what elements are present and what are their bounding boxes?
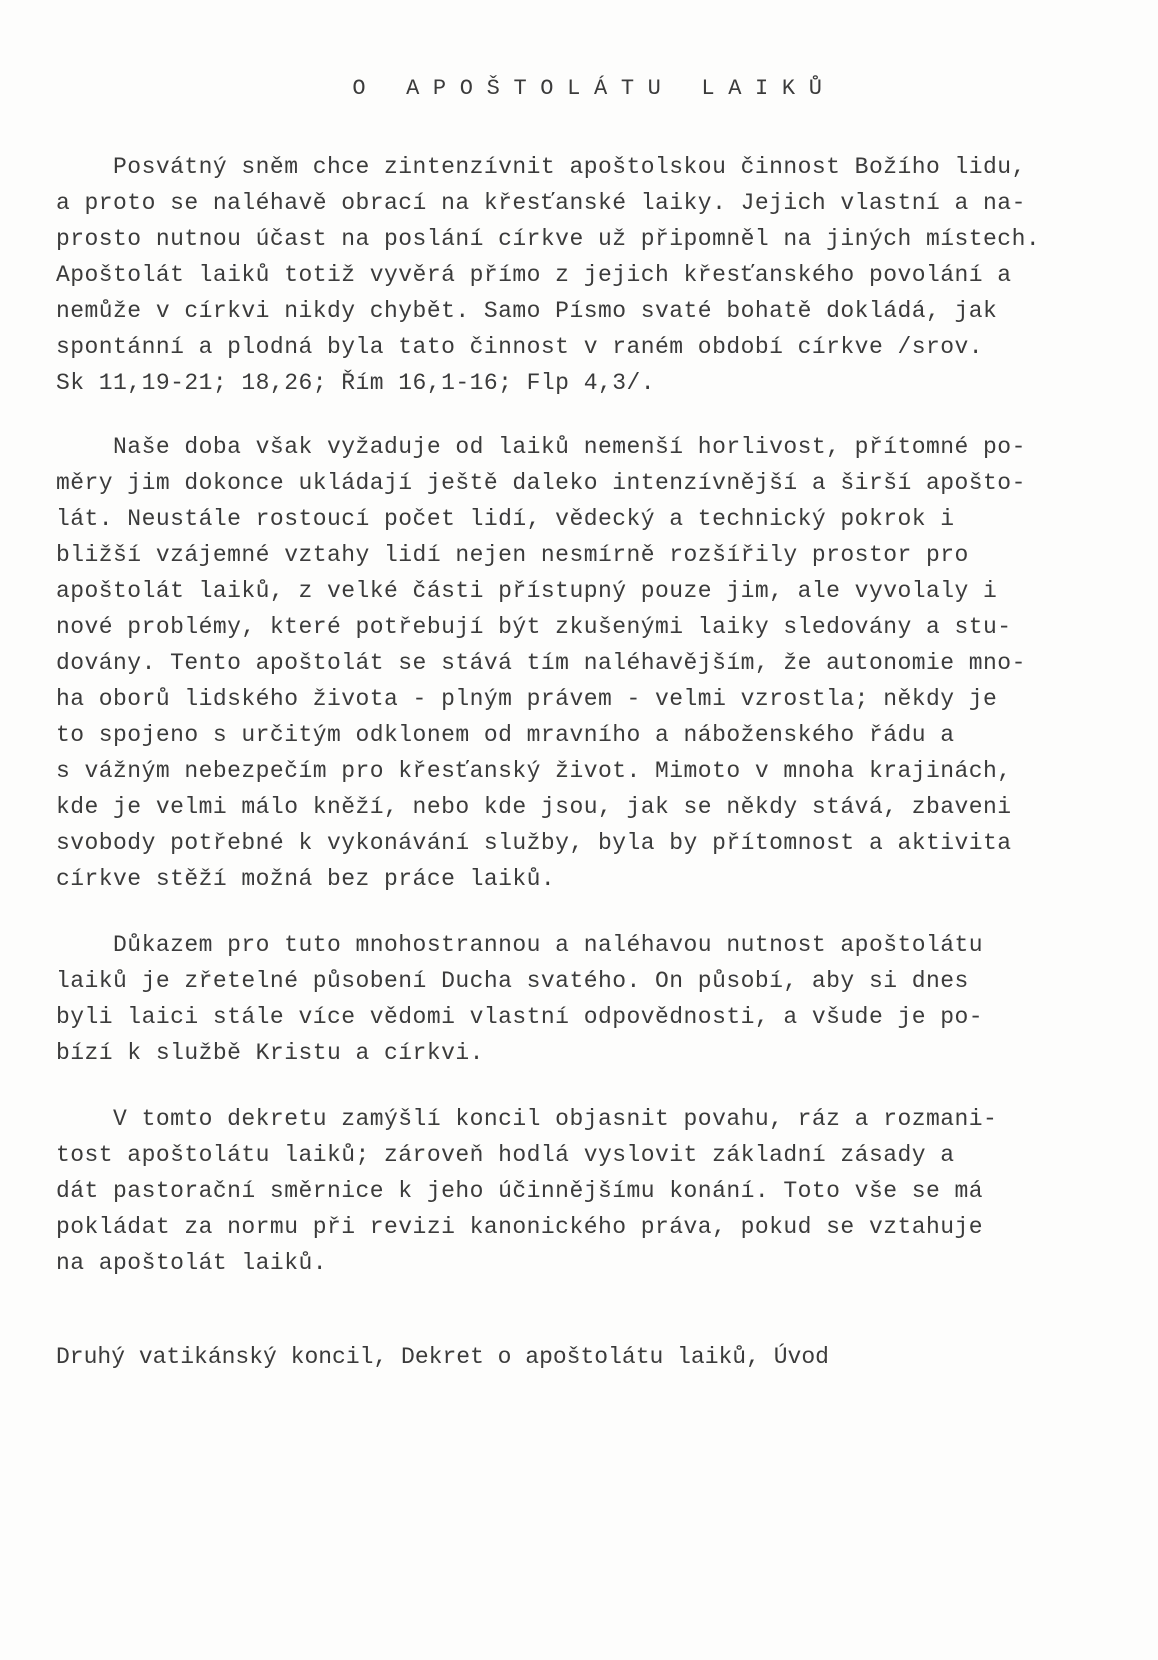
text-line: bližší vzájemné vztahy lidí nejen nesmírně rozšířily prostor pro <box>56 542 969 568</box>
source-citation: Druhý vatikánský koncil, Dekret o apoštolátu laiků, Úvod <box>56 1344 829 1370</box>
text-line: nemůže v církvi nikdy chybět. Samo Písmo svaté bohatě dokládá, jak <box>56 298 998 324</box>
text-line: dovány. Tento apoštolát se stává tím naléhavějším, že autonomie mno- <box>56 650 1026 676</box>
text-line: Sk 11,19-21; 18,26; Řím 16,1-16; Flp 4,3/. <box>56 370 656 396</box>
text-line: s vážným nebezpečím pro křesťanský život. Mimoto v mnoha krajinách, <box>56 758 1012 784</box>
text-line: Posvátný sněm chce zintenzívnit apoštolskou činnost Božího lidu, <box>56 154 1026 180</box>
text-line: Apoštolát laiků totiž vyvěrá přímo z jejich křesťanského povolání a <box>56 262 1012 288</box>
text-line: bízí k službě Kristu a církvi. <box>56 1040 484 1066</box>
text-line: apoštolát laiků, z velké části přístupný pouze jim, ale vyvolaly i <box>56 578 998 604</box>
text-line: nové problémy, které potřebují být zkušenými laiky sledovány a stu- <box>56 614 1012 640</box>
text-line: tost apoštolátu laiků; zároveň hodlá vyslovit základní zásady a <box>56 1142 955 1168</box>
text-line: spontánní a plodná byla tato činnost v raném období církve /srov. <box>56 334 984 360</box>
text-line: na apoštolát laiků. <box>56 1250 327 1276</box>
text-line: V tomto dekretu zamýšlí koncil objasnit povahu, ráz a rozmani- <box>56 1106 998 1132</box>
text-line: a proto se naléhavě obrací na křesťanské laiky. Jejich vlastní a na- <box>56 190 1026 216</box>
page-title: O APOŠTOLÁTU LAIKŮ <box>352 76 836 101</box>
text-line: Naše doba však vyžaduje od laiků nemenší horlivost, přítomné po- <box>56 434 1026 460</box>
text-line: laiků je zřetelné působení Ducha svatého. On působí, aby si dnes <box>56 968 969 994</box>
text-line: církve stěží možná bez práce laiků. <box>56 866 556 892</box>
text-line: pokládat za normu při revizi kanonického práva, pokud se vztahuje <box>56 1214 984 1240</box>
text-line: kde je velmi málo kněží, nebo kde jsou, jak se někdy stává, zbaveni <box>56 794 1012 820</box>
text-line: lát. Neustále rostoucí počet lidí, vědecký a technický pokrok i <box>56 506 955 532</box>
text-line: byli laici stále více vědomi vlastní odpovědnosti, a všude je po- <box>56 1004 984 1030</box>
text-line: prosto nutnou účast na poslání církve už připomněl na jiných místech. <box>56 226 1041 252</box>
text-line: svobody potřebné k vykonávání služby, byla by přítomnost a aktivita <box>56 830 1012 856</box>
text-line: ha oborů lidského života - plným právem - velmi vzrostla; někdy je <box>56 686 998 712</box>
text-line: Důkazem pro tuto mnohostrannou a naléhavou nutnost apoštolátu <box>56 932 984 958</box>
text-line: to spojeno s určitým odklonem od mravního a náboženského řádu a <box>56 722 955 748</box>
text-line: dát pastorační směrnice k jeho účinnějšímu konání. Toto vše se má <box>56 1178 984 1204</box>
text-line: měry jim dokonce ukládají ještě daleko intenzívnější a širší apošto- <box>56 470 1026 496</box>
